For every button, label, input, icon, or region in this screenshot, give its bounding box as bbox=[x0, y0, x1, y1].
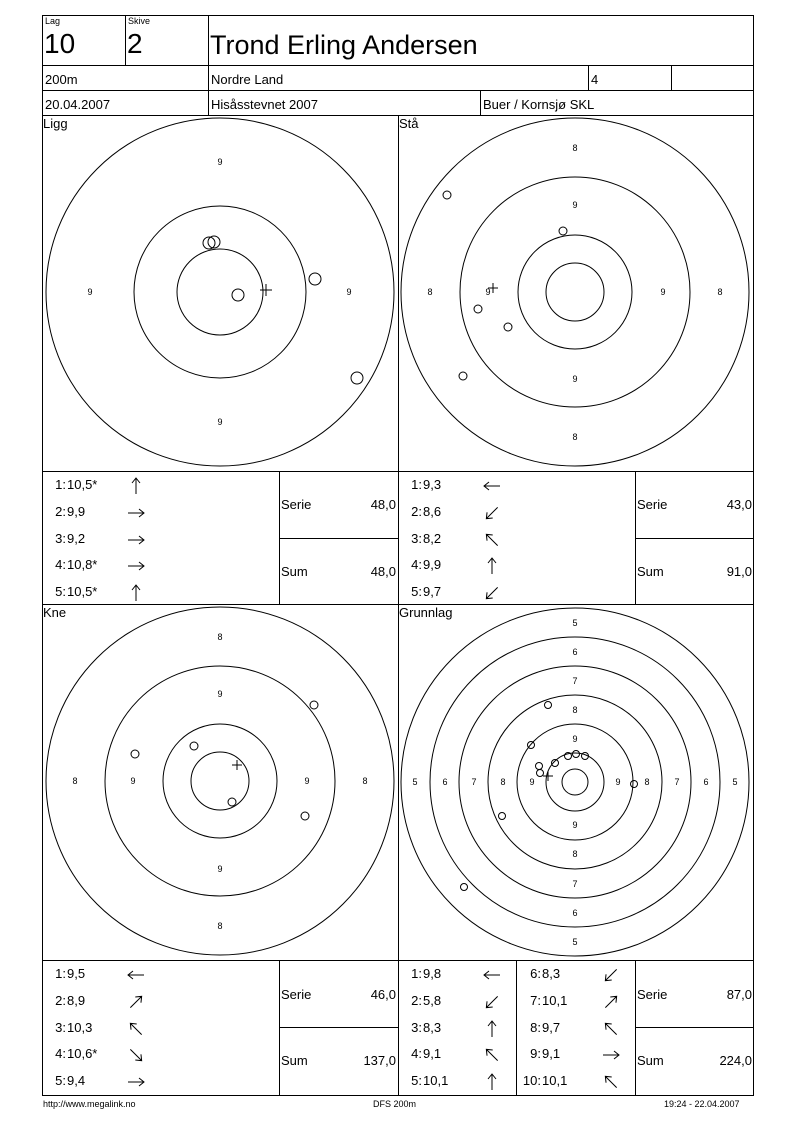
shot-hole bbox=[443, 191, 451, 199]
ring-label: 8 bbox=[572, 705, 578, 715]
shot-number: 4: bbox=[411, 1046, 422, 1062]
skive-label: Skive bbox=[128, 16, 151, 26]
ring-label: 7 bbox=[674, 777, 680, 787]
footer-timestamp: 19:24 - 22.04.2007 bbox=[664, 1099, 740, 1109]
ring bbox=[46, 118, 394, 466]
shot-row bbox=[400, 584, 512, 602]
ring bbox=[488, 695, 662, 869]
ring-label: 9 bbox=[572, 820, 578, 830]
shot-score: 9,8 bbox=[423, 966, 442, 981]
direction-arrow-icon bbox=[601, 1020, 621, 1038]
ring-label: 9 bbox=[529, 777, 535, 787]
shot-score: 8,9 bbox=[67, 992, 86, 1008]
sum-label: Sum bbox=[637, 564, 664, 579]
direction-arrow-icon bbox=[601, 993, 621, 1011]
direction-arrow-icon bbox=[126, 584, 146, 602]
shot-number: 8: bbox=[530, 1019, 541, 1035]
direction-arrow-icon bbox=[482, 1073, 502, 1091]
ring bbox=[460, 177, 690, 407]
ring-label: 9 bbox=[130, 776, 136, 786]
direction-arrow-icon bbox=[482, 584, 502, 602]
direction-arrow-icon bbox=[482, 966, 502, 984]
shot-number: 4: bbox=[411, 557, 422, 573]
ring bbox=[562, 769, 588, 795]
shot-row bbox=[44, 557, 156, 575]
ring-label: 8 bbox=[217, 632, 223, 642]
shot-row bbox=[400, 531, 512, 549]
ring-label: 8 bbox=[362, 776, 368, 786]
shot-number: 4: bbox=[55, 1046, 66, 1062]
shot-hole bbox=[536, 763, 543, 770]
shot-number: 3: bbox=[411, 1019, 422, 1035]
class-value: 4 bbox=[591, 72, 599, 87]
lag-value: 10 bbox=[44, 28, 76, 59]
sum-label: Sum bbox=[281, 1053, 308, 1068]
direction-arrow-icon bbox=[126, 477, 146, 495]
shot-score: 9,5 bbox=[67, 966, 86, 981]
direction-arrow-icon bbox=[482, 504, 502, 522]
ring-label: 8 bbox=[427, 287, 433, 297]
target-title-sta: Stå bbox=[399, 116, 419, 131]
shot-row bbox=[44, 531, 156, 549]
shot-hole bbox=[310, 701, 318, 709]
shooter-name: Trond Erling Andersen bbox=[210, 30, 478, 60]
shot-number: 2: bbox=[55, 992, 66, 1008]
shot-row bbox=[400, 1020, 512, 1038]
direction-arrow-icon bbox=[126, 504, 146, 522]
target-grunnlag bbox=[401, 608, 749, 956]
shot-hole bbox=[309, 273, 321, 285]
shot-hole bbox=[504, 323, 512, 331]
shot-number: 3: bbox=[411, 530, 422, 546]
direction-arrow-icon bbox=[482, 1020, 502, 1038]
distance: 200m bbox=[45, 72, 78, 87]
serie-value: 46,0 bbox=[370, 987, 396, 1002]
shot-hole bbox=[631, 781, 638, 788]
shot-score: 9,1 bbox=[423, 1046, 442, 1062]
shot-number: 5: bbox=[411, 1073, 422, 1089]
shot-score: 10,1 bbox=[542, 992, 568, 1008]
direction-arrow-icon bbox=[126, 1020, 146, 1038]
ring bbox=[401, 118, 749, 466]
ring-label: 9 bbox=[485, 287, 491, 297]
ring-label: 8 bbox=[217, 921, 223, 931]
shot-row bbox=[400, 1073, 512, 1091]
shot-row bbox=[519, 1020, 631, 1038]
shot-row bbox=[519, 966, 631, 984]
ring-label: 8 bbox=[717, 287, 723, 297]
shot-score: 10,3 bbox=[67, 1019, 93, 1035]
shot-score: 9,9 bbox=[423, 557, 442, 573]
serie-label: Serie bbox=[281, 987, 312, 1002]
shot-hole bbox=[461, 884, 468, 891]
direction-arrow-icon bbox=[482, 477, 502, 495]
direction-arrow-icon bbox=[126, 993, 146, 1011]
shot-score: 9,1 bbox=[542, 1046, 561, 1062]
ring-label: 8 bbox=[644, 777, 650, 787]
serie-label: Serie bbox=[637, 497, 668, 512]
sum-label: Sum bbox=[281, 564, 308, 579]
ring-label: 8 bbox=[572, 143, 578, 153]
skive-value: 2 bbox=[127, 28, 143, 59]
target-ligg bbox=[46, 118, 394, 466]
ring-label: 8 bbox=[572, 849, 578, 859]
shot-score: 9,3 bbox=[423, 477, 442, 492]
direction-arrow-icon bbox=[601, 966, 621, 984]
ring-label: 5 bbox=[732, 777, 738, 787]
ring bbox=[46, 607, 394, 955]
footer-url: http://www.megalink.no bbox=[43, 1099, 136, 1109]
shot-score: 9,9 bbox=[67, 503, 86, 519]
shot-hole bbox=[537, 770, 544, 777]
ring-label: 6 bbox=[703, 777, 709, 787]
shot-hole bbox=[459, 372, 467, 380]
shot-hole bbox=[545, 702, 552, 709]
shot-number: 3: bbox=[55, 530, 66, 546]
ring-label: 9 bbox=[660, 287, 666, 297]
shot-hole bbox=[573, 751, 580, 758]
shot-score: 8,3 bbox=[542, 966, 561, 981]
shot-hole bbox=[499, 813, 506, 820]
serie-label: Serie bbox=[281, 497, 312, 512]
shot-score: 9,2 bbox=[67, 530, 86, 546]
ring-label: 6 bbox=[572, 647, 578, 657]
shot-row bbox=[44, 1046, 156, 1064]
shot-score: 10,5* bbox=[67, 584, 98, 600]
shot-hole bbox=[190, 742, 198, 750]
ring-label: 5 bbox=[572, 618, 578, 628]
shot-number: 9: bbox=[530, 1046, 541, 1062]
ring-label: 9 bbox=[572, 374, 578, 384]
shot-number: 7: bbox=[530, 992, 541, 1008]
shot-row bbox=[44, 477, 156, 495]
shot-hole bbox=[559, 227, 567, 235]
direction-arrow-icon bbox=[482, 1046, 502, 1064]
ring-label: 8 bbox=[572, 432, 578, 442]
shot-score: 8,6 bbox=[423, 503, 442, 519]
shot-score: 9,7 bbox=[542, 1019, 561, 1035]
serie-value: 43,0 bbox=[726, 497, 752, 512]
ring-label: 9 bbox=[217, 417, 223, 427]
direction-arrow-icon bbox=[601, 1073, 621, 1091]
serie-value: 87,0 bbox=[726, 987, 752, 1002]
shot-row bbox=[400, 504, 512, 522]
ring bbox=[191, 752, 249, 810]
ring-label: 9 bbox=[615, 777, 621, 787]
shot-hole bbox=[131, 750, 139, 758]
shot-number: 1: bbox=[55, 966, 66, 981]
direction-arrow-icon bbox=[482, 557, 502, 575]
shot-number: 5: bbox=[55, 584, 66, 600]
shot-score: 10,1 bbox=[423, 1073, 449, 1089]
ring-label: 6 bbox=[442, 777, 448, 787]
sum-value: 48,0 bbox=[370, 564, 396, 579]
ring bbox=[459, 666, 691, 898]
ring bbox=[105, 666, 335, 896]
shot-row bbox=[44, 504, 156, 522]
shot-hole bbox=[228, 798, 236, 806]
footer-program: DFS 200m bbox=[373, 1099, 417, 1109]
target-sta bbox=[401, 118, 749, 466]
shot-number: 2: bbox=[411, 503, 422, 519]
shot-score: 10,6* bbox=[67, 1046, 98, 1062]
shot-score: 9,7 bbox=[423, 584, 442, 600]
direction-arrow-icon bbox=[126, 966, 146, 984]
ring-label: 9 bbox=[572, 734, 578, 744]
ring-label: 9 bbox=[217, 157, 223, 167]
shot-row bbox=[44, 1073, 156, 1091]
target-title-ligg: Ligg bbox=[43, 116, 68, 131]
shot-score: 8,2 bbox=[423, 530, 442, 546]
ring-label: 9 bbox=[217, 689, 223, 699]
serie-value: 48,0 bbox=[370, 497, 396, 512]
ring-label: 9 bbox=[346, 287, 352, 297]
shot-row bbox=[44, 966, 156, 984]
club: Nordre Land bbox=[211, 72, 284, 87]
shot-number: 1: bbox=[55, 477, 66, 492]
shot-row bbox=[44, 584, 156, 602]
shot-score: 8,3 bbox=[423, 1019, 442, 1035]
ring bbox=[163, 724, 277, 838]
shot-score: 10,1 bbox=[542, 1073, 568, 1089]
shot-number: 4: bbox=[55, 557, 66, 573]
ring bbox=[546, 753, 604, 811]
target-title-grunnlag: Grunnlag bbox=[399, 605, 453, 620]
shot-score: 10,5* bbox=[67, 477, 98, 492]
ring-label: 9 bbox=[572, 200, 578, 210]
date: 20.04.2007 bbox=[45, 97, 111, 112]
target-kne bbox=[46, 607, 394, 955]
shot-row bbox=[44, 993, 156, 1011]
ring-label: 9 bbox=[304, 776, 310, 786]
ring bbox=[546, 263, 604, 321]
shot-number: 1: bbox=[411, 477, 422, 492]
shot-hole bbox=[351, 372, 363, 384]
direction-arrow-icon bbox=[126, 1073, 146, 1091]
shot-row bbox=[519, 1073, 631, 1091]
shot-score: 9,4 bbox=[67, 1073, 86, 1089]
shot-hole bbox=[232, 289, 244, 301]
ring-label: 5 bbox=[412, 777, 418, 787]
ring bbox=[401, 608, 749, 956]
shot-number: 1: bbox=[411, 966, 422, 981]
direction-arrow-icon bbox=[126, 1046, 146, 1064]
direction-arrow-icon bbox=[126, 531, 146, 549]
shot-number: 2: bbox=[411, 992, 422, 1008]
target-title-kne: Kne bbox=[43, 605, 67, 620]
ring bbox=[177, 249, 263, 335]
direction-arrow-icon bbox=[482, 993, 502, 1011]
shot-number: 5: bbox=[55, 1073, 66, 1089]
ring-label: 7 bbox=[572, 879, 578, 889]
ring bbox=[134, 206, 306, 378]
shot-row bbox=[519, 1046, 631, 1064]
ring-label: 5 bbox=[572, 937, 578, 947]
direction-arrow-icon bbox=[126, 557, 146, 575]
shot-row bbox=[400, 477, 512, 495]
sum-value: 91,0 bbox=[726, 564, 752, 579]
shot-row bbox=[44, 1020, 156, 1038]
shot-row bbox=[519, 993, 631, 1011]
ring-label: 8 bbox=[72, 776, 78, 786]
shot-number: 10: bbox=[522, 1073, 541, 1089]
shot-row bbox=[400, 993, 512, 1011]
shot-hole bbox=[301, 812, 309, 820]
shot-score: 10,8* bbox=[67, 557, 98, 573]
shot-hole bbox=[474, 305, 482, 313]
sum-value: 224,0 bbox=[719, 1053, 752, 1068]
shot-number: 2: bbox=[55, 503, 66, 519]
shot-row bbox=[400, 966, 512, 984]
sum-value: 137,0 bbox=[363, 1053, 396, 1068]
sum-label: Sum bbox=[637, 1053, 664, 1068]
lag-label: Lag bbox=[45, 16, 61, 26]
shot-number: 3: bbox=[55, 1019, 66, 1035]
range-name: Buer / Kornsjø SKL bbox=[483, 97, 595, 112]
ring-label: 7 bbox=[572, 676, 578, 686]
event-name: Hisåsstevnet 2007 bbox=[211, 97, 318, 112]
ring bbox=[518, 235, 632, 349]
shot-number: 6: bbox=[530, 966, 541, 981]
shot-hole bbox=[528, 742, 535, 749]
direction-arrow-icon bbox=[601, 1046, 621, 1064]
shot-number: 5: bbox=[411, 584, 422, 600]
ring-label: 6 bbox=[572, 908, 578, 918]
serie-label: Serie bbox=[637, 987, 668, 1002]
ring-label: 8 bbox=[500, 777, 506, 787]
shot-row bbox=[400, 1046, 512, 1064]
ring-label: 9 bbox=[87, 287, 93, 297]
direction-arrow-icon bbox=[482, 531, 502, 549]
ring-label: 9 bbox=[217, 864, 223, 874]
shot-row bbox=[400, 557, 512, 575]
ring-label: 7 bbox=[471, 777, 477, 787]
shot-score: 5,8 bbox=[423, 992, 442, 1008]
